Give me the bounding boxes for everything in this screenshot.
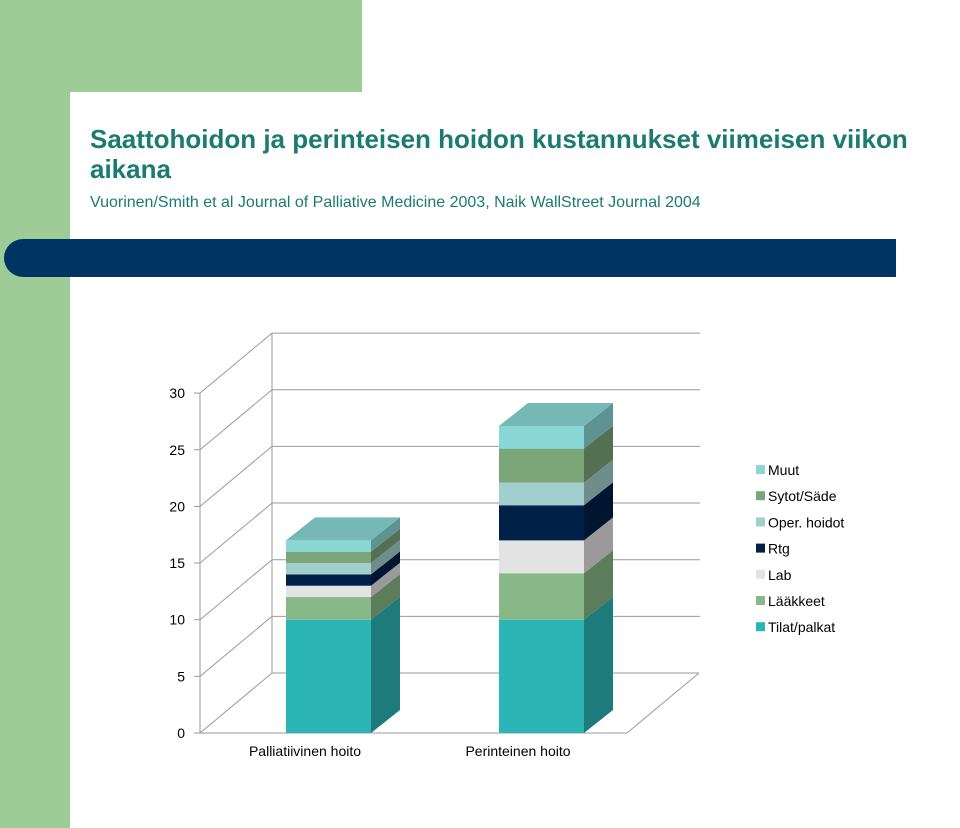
y-tick-label: 0	[177, 725, 185, 741]
bar-stack	[286, 517, 400, 733]
bar-segment	[286, 586, 371, 597]
bar-segment	[499, 483, 584, 506]
bar-segment	[499, 449, 584, 483]
bar-segment	[286, 597, 371, 620]
y-tick-label: 20	[169, 498, 185, 515]
gridline	[200, 503, 700, 563]
bar-segment	[499, 540, 584, 573]
y-tick-label: 15	[169, 555, 185, 572]
x-tick-label: Perinteinen hoito	[465, 743, 571, 759]
x-tick-label: Palliatiivinen hoito	[248, 743, 362, 759]
legend-swatch	[756, 570, 765, 579]
gridline	[200, 333, 700, 393]
chart-legend	[756, 462, 844, 635]
floor-right-edge	[627, 673, 699, 733]
gridline	[200, 616, 700, 676]
legend-label: Oper. hoidot	[768, 514, 845, 531]
bar-segment	[286, 540, 371, 551]
legend-label: Rtg	[768, 540, 790, 557]
chart-bars	[286, 403, 613, 733]
bar-segment-side	[371, 597, 400, 733]
chart-gridlines	[200, 333, 700, 733]
y-tick-label: 5	[177, 668, 185, 685]
gridline	[200, 560, 700, 620]
legend-label: Muut	[768, 462, 800, 478]
bar-segment	[286, 620, 371, 733]
y-axis-ticks	[169, 385, 200, 741]
bar-segment	[499, 620, 584, 733]
legend-swatch	[756, 596, 765, 605]
y-tick-label: 25	[169, 441, 185, 458]
legend-label: Lääkkeet	[768, 593, 825, 609]
bar-segment	[499, 573, 584, 619]
legend-label: Tilat/palkat	[768, 619, 836, 636]
bar-segment	[286, 552, 371, 563]
bar-segment	[499, 505, 584, 540]
bar-stack	[499, 403, 613, 733]
legend-swatch	[756, 622, 765, 631]
gridline	[200, 446, 700, 506]
gridline	[200, 673, 699, 733]
legend-swatch	[756, 517, 765, 526]
legend-label: Lab	[768, 566, 792, 583]
legend-swatch	[756, 465, 765, 474]
bar-segment-side	[584, 597, 613, 733]
y-tick-label: 10	[169, 611, 185, 628]
slide-subtitle: Vuorinen/Smith et al Journal of Palliative Medicine 2003, Naik WallStreet Journal 2004	[90, 194, 701, 211]
y-tick-label: 30	[169, 385, 185, 402]
gridline	[200, 390, 700, 450]
slide-title: Saattohoidon ja perinteisen hoidon kustannukset viimeisen viikon aikana	[90, 124, 908, 184]
bar-segment	[286, 574, 371, 585]
legend-swatch	[756, 491, 765, 500]
legend-swatch	[756, 544, 765, 553]
x-axis-labels	[249, 743, 571, 759]
bar-segment	[499, 426, 584, 449]
bar-segment	[286, 563, 371, 574]
legend-label: Sytot/Säde	[768, 488, 837, 505]
